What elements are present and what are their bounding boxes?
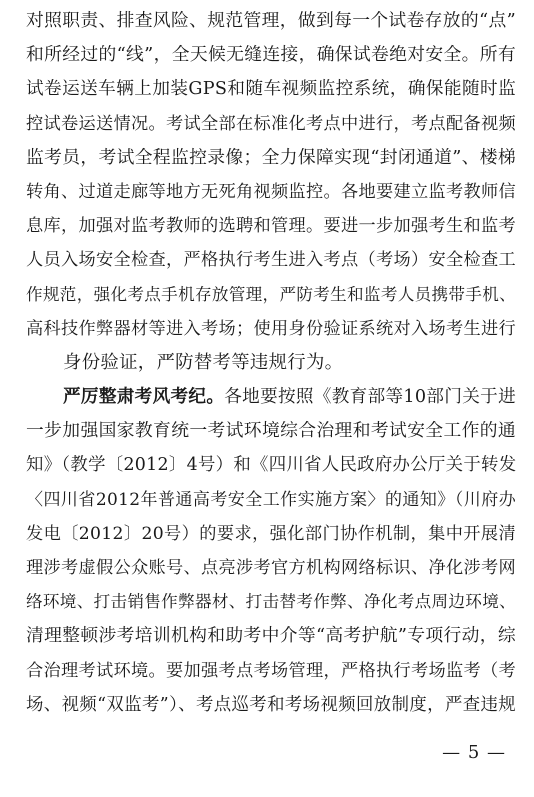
text-line: 一步加强国家教育统一考试环境综合治理和考试安全工作的通 [26,420,516,442]
text-line: 发电〔2012〕20号）的要求，强化部门协作机制，集中开展清 [26,523,516,544]
text-line: 理涉考虚假公众账号、点亮涉考官方机构网络标识、净化涉考网 [26,558,516,578]
text-line: 监考员，考试全程监控录像；全力保障实现“封闭通道”、楼梯 [26,146,516,168]
text-line: 人员入场安全检查，严格执行考生进入考点（考场）安全检查工 [26,250,516,271]
text-line-with-lead [26,380,516,414]
text-line: 和所经过的“线”，全天候无缝连接，确保试卷绝对安全。所有 [26,44,516,66]
text-line: 试卷运送车辆上加装GPS和随车视频监控系统，确保能随时监 [26,79,516,100]
text-line: 场、视频“双监考”）、考点巡考和考场视频回放制度，严查违规 [26,694,516,715]
text-line: 控试卷运送情况。考试全部在标准化考点中进行，考点配备视频 [26,113,516,134]
text-line: 作规范，强化考点手机存放管理，严防考生和监考人员携带手机、 [26,284,516,304]
text-line: 转角、过道走廊等地方无死角视频监控。各地要建立监考教师信 [26,181,516,202]
text-line: 息库，加强对监考教师的选聘和管理。要进一步加强考生和监考 [26,216,516,237]
text-line: 〈四川省2012年普通高考安全工作实施方案〉的通知》（川府办 [26,489,516,510]
text-line: 络环境、打击销售作弊器材、打击替考作弊、净化考点周边环境、 [26,592,516,612]
text-line: 清理整顿涉考培训机构和助考中介等“高考护航”专项行动，综 [26,625,516,647]
text-line: 知》（教学〔2012〕4号）和《四川省人民政府办公厅关于转发 [26,455,517,476]
text-line: 对照职责、排查风险、规范管理，做到每一个试卷存放的“点” [26,10,516,31]
text-line-rest: 各地要按照《教育部等10部门关于进 [224,387,516,408]
paragraph-lead-heading: 严厉整肃考风考纪。 [63,386,225,408]
body-text [26,4,516,722]
text-line: 高科技作弊器材等进入考场；使用身份验证系统对入场考生进行 [26,318,516,339]
text-line: 合治理考试环境。要加强考点考场管理，严格执行考场监考（考 [26,660,516,681]
text-line: 身份验证，严防替考等违规行为。 [63,351,344,373]
page-number: — 5 — [442,742,506,763]
